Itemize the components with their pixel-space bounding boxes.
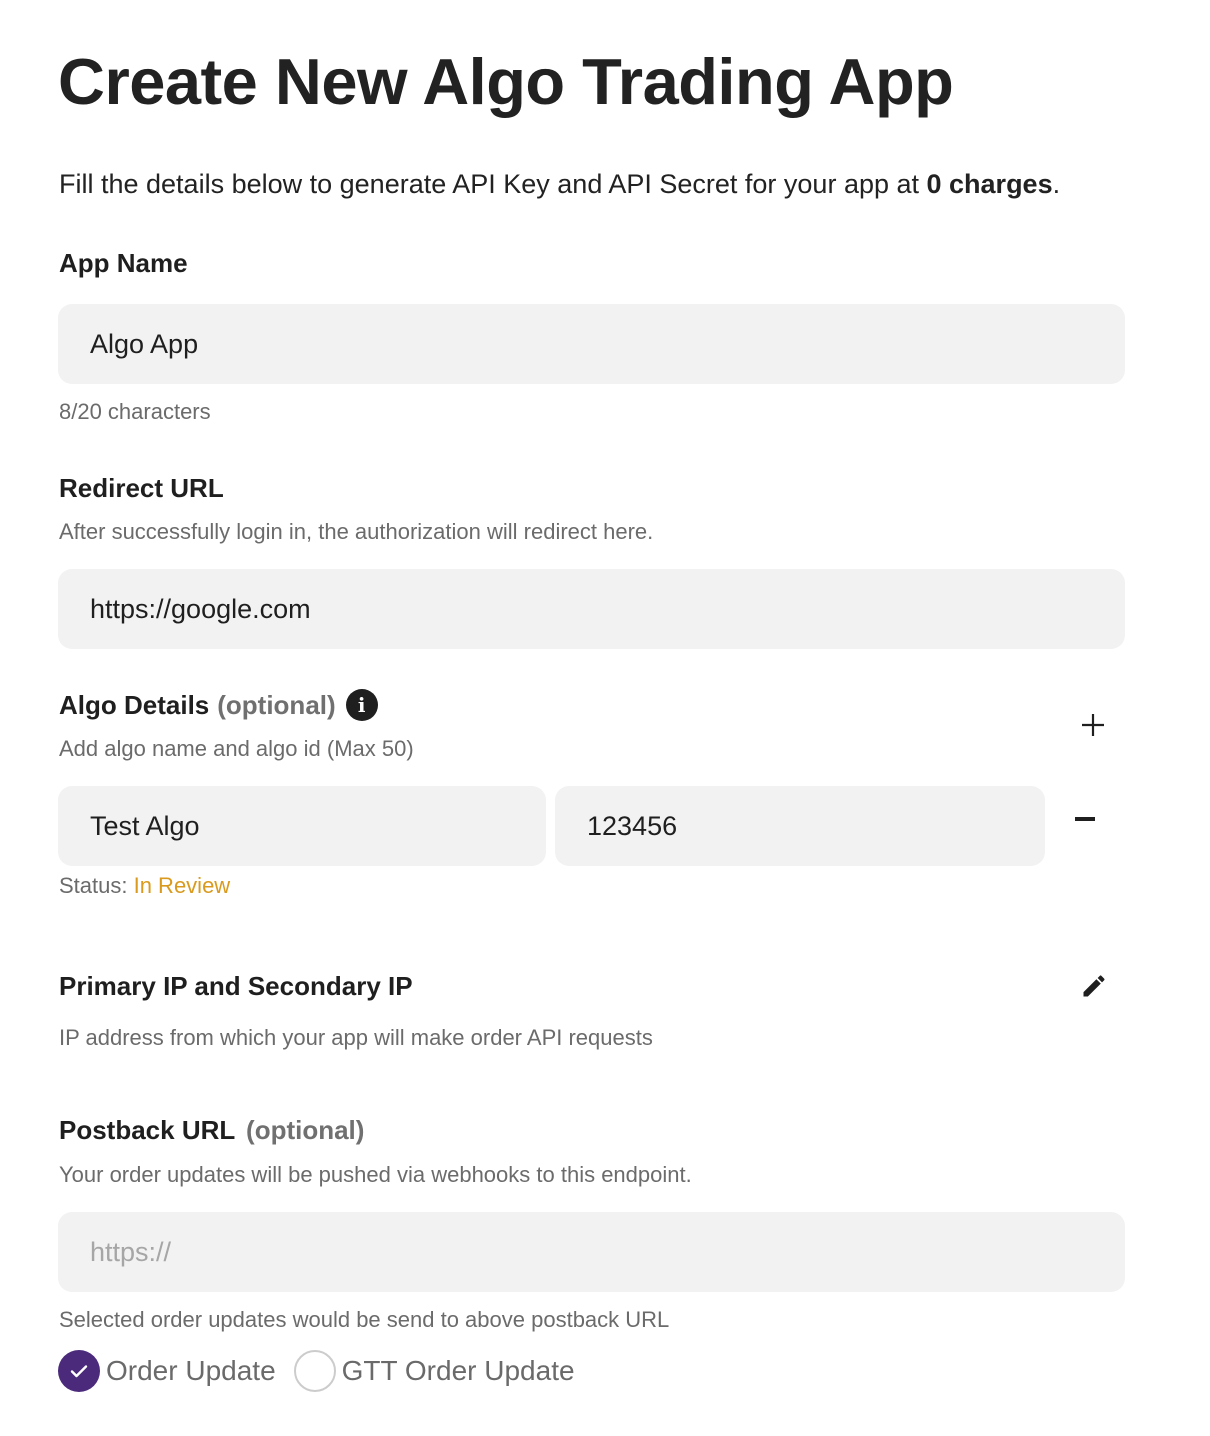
order-update-options	[58, 1350, 575, 1392]
plus-icon	[1081, 713, 1105, 737]
algo-name-field[interactable]	[58, 786, 546, 866]
postback-help: Your order updates will be pushed via webhooks to this endpoint.	[59, 1162, 692, 1187]
intro-text	[59, 169, 1060, 200]
minus-icon	[1073, 815, 1097, 823]
redirect-url-label: Redirect URL	[59, 473, 224, 503]
redirect-url-field[interactable]	[58, 569, 1125, 649]
gtt-order-update-label: GTT Order Update	[341, 1355, 575, 1386]
algo-id-input[interactable]	[587, 786, 1045, 866]
remove-algo-button[interactable]	[1068, 804, 1102, 834]
app-name-field[interactable]	[58, 304, 1125, 384]
postback-label	[59, 1115, 364, 1146]
postback-url-input[interactable]	[90, 1212, 1125, 1292]
algo-details-label	[59, 689, 378, 721]
app-name-input[interactable]	[90, 304, 1125, 384]
pencil-icon	[1080, 972, 1108, 1000]
algo-id-field[interactable]	[555, 786, 1045, 866]
page-title: Create New Algo Trading App	[58, 45, 954, 118]
intro-suffix: .	[1052, 169, 1061, 199]
edit-ip-button[interactable]	[1076, 968, 1112, 1004]
add-algo-button[interactable]	[1076, 708, 1110, 742]
ip-help: IP address from which your app will make order API requests	[59, 1025, 653, 1050]
algo-status-value: In Review	[133, 873, 231, 898]
info-icon[interactable]: i	[346, 689, 378, 721]
algo-status	[59, 873, 230, 899]
algo-name-input[interactable]	[90, 786, 546, 866]
order-update-checkbox[interactable]	[58, 1350, 100, 1392]
postback-optional: (optional)	[246, 1115, 365, 1145]
ip-label: Primary IP and Secondary IP	[59, 971, 413, 1001]
algo-status-label: Status:	[59, 873, 134, 898]
postback-title: Postback URL	[59, 1115, 235, 1145]
intro-prefix: Fill the details below to generate API Key and API Secret for your app at	[59, 169, 927, 199]
order-update-label: Order Update	[106, 1355, 276, 1386]
algo-details-title: Algo Details	[59, 689, 210, 720]
gtt-order-update-checkbox[interactable]	[294, 1350, 336, 1392]
intro-emphasis: 0 charges	[926, 169, 1053, 199]
app-name-label: App Name	[59, 248, 188, 278]
redirect-url-help: After successfully login in, the authorization will redirect here.	[59, 519, 654, 544]
gtt-order-update-option[interactable]	[294, 1350, 575, 1392]
checkmark-icon	[67, 1359, 91, 1383]
app-name-char-count: 8/20 characters	[59, 399, 211, 424]
postback-updates-help: Selected order updates would be send to above postback URL	[59, 1307, 670, 1332]
redirect-url-input[interactable]	[90, 569, 1125, 649]
order-update-option[interactable]	[58, 1350, 276, 1392]
algo-details-optional: (optional)	[217, 689, 336, 720]
algo-details-help: Add algo name and algo id (Max 50)	[59, 736, 414, 761]
postback-url-field[interactable]	[58, 1212, 1125, 1292]
